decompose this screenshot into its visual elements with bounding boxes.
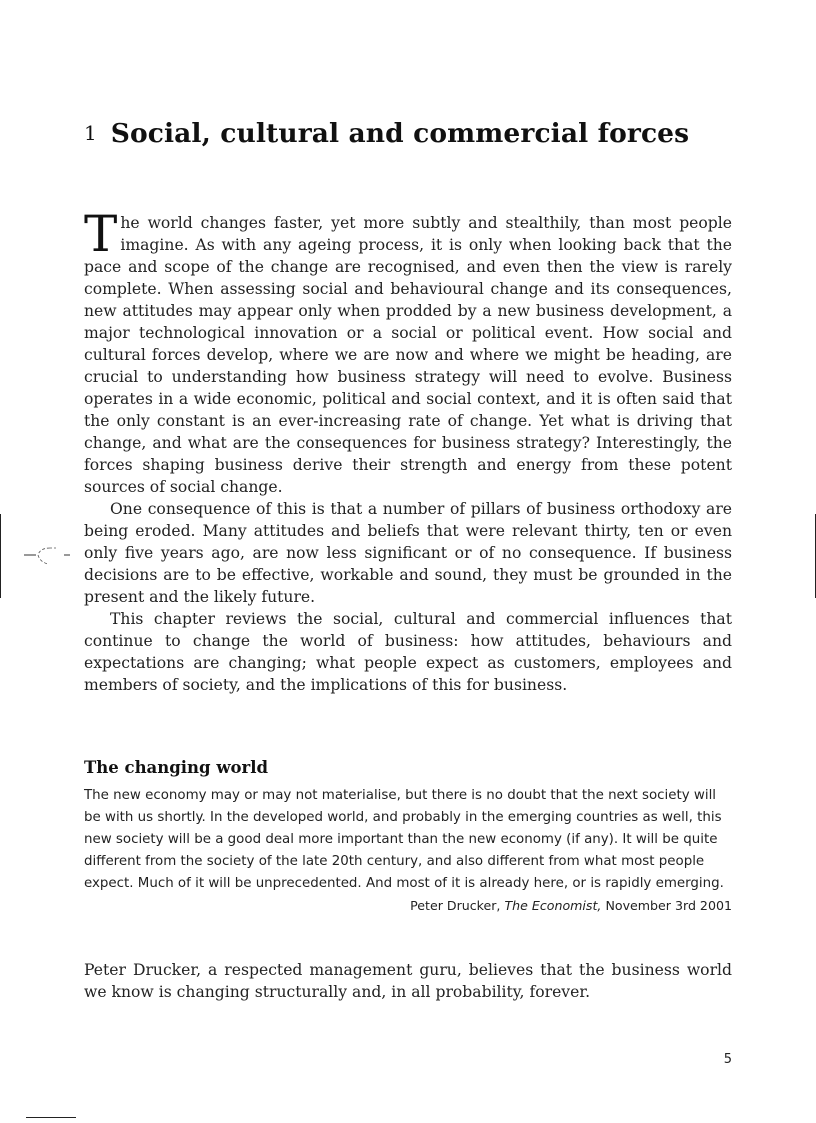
chapter-title: Social, cultural and commercial forces	[110, 118, 690, 149]
attribution-publication: The Economist,	[504, 898, 602, 913]
epigraph-quote	[84, 785, 732, 917]
intro-paragraph-3: This chapter reviews the social, cultural and commercial influences that continue to change the world of business: how attitudes, behaviours and expectations are changing; what people expect as customers, employees and members of society, and the implications of this for business.	[84, 610, 732, 694]
crop-mark-bottom	[26, 1117, 76, 1118]
closing-paragraph: Peter Drucker, a respected management guru, believes that the business world we know is changing structurally and, in all probability, forever.	[84, 961, 732, 1001]
intro-paragraph-2: One consequence of this is that a number of pillars of business orthodoxy are being eroded. Many attitudes and beliefs that were relevant thirty, ten or even only five years ago, are now less significant or of no consequence. If business decisions are to be effective, workable and sound, they must be grounded in the present and the likely future.	[84, 500, 732, 606]
closing-text	[84, 959, 732, 1003]
intro-paragraph-1	[84, 205, 732, 498]
attribution-author: Peter Drucker,	[410, 898, 501, 913]
page-number: 5	[723, 1052, 732, 1067]
chapter-heading	[84, 112, 744, 150]
quote-text: The new economy may or may not materialise, but there is no doubt that the next society will be with us shortly. In the developed world, and probably in the emerging countries as well, this new society will be a good deal more important than the new economy (if any). It will be quite different from the society of the late 20th century, and also different from what most people expect. Much of it will be unprecedented. And most of it is already here, or is rapidly emerging.	[84, 788, 724, 891]
drop-cap: T	[84, 205, 118, 263]
attribution-date: November 3rd 2001	[605, 898, 732, 913]
intro-text	[84, 205, 732, 696]
registration-mark	[0, 510, 70, 600]
intro-paragraph-1-text: he world changes faster, yet more subtly and stealthily, than most people imagine. As with any ageing process, it is only when looking back that the pace and scope of the change are recognised, and even then the view is rarely complete. When assessing social and behavioural change and its consequences, new attitudes may appear only when prodded by a new business development, a major technological innovation or a social or political event. How social and cultural forces develop, where we are now and where we might be heading, are crucial to understanding how business strategy will need to evolve. Business operates in a wide economic, political and social context, and it is often said that the only constant is an ever-increasing rate of change. Yet what is driving that change, and what are the consequences for business strategy? Interestingly, the forces shaping business derive their strength and energy from these potent sources of social change.	[84, 214, 732, 496]
quote-attribution	[84, 895, 732, 917]
section-heading: The changing world	[84, 758, 269, 777]
chapter-number: 1	[84, 121, 97, 145]
